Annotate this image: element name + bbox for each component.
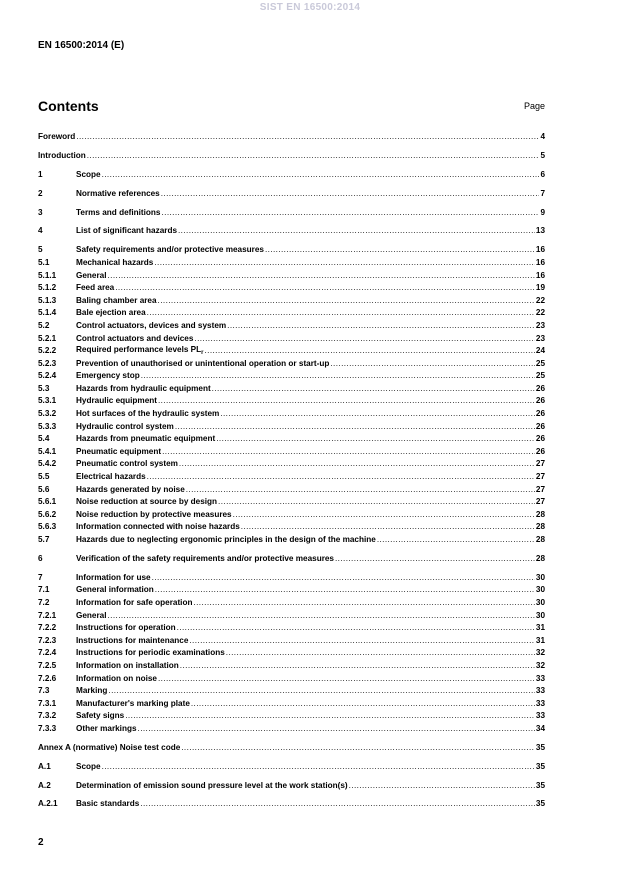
toc-entry[interactable]: [38, 188, 545, 201]
toc-entry-title: Noise reduction by protective measures: [76, 509, 232, 519]
dot-leader: [218, 496, 535, 509]
toc-entry-title: Baling chamber area: [76, 295, 157, 305]
toc-entry-title: Mechanical hazards: [76, 257, 154, 267]
toc-entry-page: 31: [535, 623, 545, 633]
toc-entry-page: 27: [535, 484, 545, 494]
toc-entry-page: 4: [540, 132, 545, 141]
toc-entry-number: 1: [38, 169, 43, 179]
dot-leader: [193, 597, 534, 610]
toc-entry-number: 5.3: [38, 383, 50, 393]
dot-leader: [216, 433, 535, 446]
toc-entry-number: 5.1.4: [38, 308, 57, 318]
toc-entry-page: 35: [535, 761, 545, 771]
toc-entry[interactable]: [38, 610, 545, 623]
toc-entry-number: 5.1: [38, 257, 50, 267]
page-column-label: Page: [523, 101, 545, 111]
toc-entry-page: 32: [535, 648, 545, 658]
toc-entry-page: 34: [535, 723, 545, 733]
toc-entry-title: Prevention of unauthorised or unintentional operation or start-up: [76, 358, 330, 368]
toc-entry-title: Hydraulic equipment: [76, 396, 157, 406]
dot-leader: [141, 370, 535, 383]
toc-entry[interactable]: [38, 534, 545, 547]
toc-entry-number: 2: [38, 188, 43, 198]
dot-leader: [349, 780, 535, 793]
toc-entry-title: Instructions for periodic examinations: [76, 648, 225, 658]
toc-entry-page: 16: [535, 257, 545, 267]
toc-entry[interactable]: [38, 635, 545, 648]
toc-entry[interactable]: [38, 660, 545, 673]
toc-entry-number: A.1: [38, 761, 51, 771]
toc-entry-number: 5.4.2: [38, 459, 57, 469]
toc-entry-page: 22: [535, 308, 545, 318]
toc-entry[interactable]: [38, 509, 545, 522]
toc-entry-number: 5.3.1: [38, 396, 57, 406]
dot-leader: [138, 723, 535, 736]
dot-leader: [155, 584, 535, 597]
toc-entry[interactable]: [38, 647, 545, 660]
toc-entry-title: Normative references: [76, 188, 160, 198]
dot-leader: [180, 660, 535, 673]
toc-entry-number: 5.4.1: [38, 446, 57, 456]
toc-entry-number: 5.6.3: [38, 522, 57, 532]
toc-entry[interactable]: [38, 370, 545, 383]
dot-leader: [125, 710, 535, 723]
toc-entry-number: 5.6: [38, 484, 50, 494]
toc-entry-page: 31: [535, 635, 545, 645]
toc-entry[interactable]: [38, 295, 545, 308]
toc-entry[interactable]: [38, 553, 545, 566]
toc-entry-title: Verification of the safety requirements and/or protective measures: [76, 553, 334, 563]
toc-entry[interactable]: [38, 282, 545, 295]
toc-entry-title: General: [76, 610, 107, 620]
toc-entry-page: 23: [535, 333, 545, 343]
toc-entry-number: 5.2.3: [38, 358, 57, 368]
toc-entry-title: Electrical hazards: [76, 472, 146, 482]
toc-entry[interactable]: [38, 685, 545, 698]
dot-leader: [154, 257, 535, 270]
toc-entry[interactable]: [38, 710, 545, 723]
dot-leader: [265, 244, 535, 257]
toc-entry-page: 26: [535, 434, 545, 444]
toc-entry[interactable]: [38, 257, 545, 270]
dot-leader: [161, 188, 540, 201]
toc-entry[interactable]: [38, 408, 545, 421]
toc-entry-page: 26: [535, 446, 545, 456]
toc-entry-title: Information for safe operation: [76, 597, 193, 607]
toc-entry[interactable]: [38, 458, 545, 471]
contents-title: Contents: [38, 98, 99, 114]
toc-entry-number: 7.3.2: [38, 711, 57, 721]
toc-entry-page: 25: [535, 358, 545, 368]
toc-entry-page: 16: [535, 270, 545, 280]
toc-entry[interactable]: [38, 673, 545, 686]
dot-leader: [87, 150, 540, 163]
toc-entry-number: 5.1.1: [38, 270, 57, 280]
table-of-contents: [38, 131, 545, 811]
dot-leader: [233, 509, 535, 522]
toc-entry-page: 22: [535, 295, 545, 305]
toc-entry-title: Pneumatic control system: [76, 459, 178, 469]
toc-entry-page: 30: [535, 610, 545, 620]
toc-entry-title: Hazards from hydraulic equipment: [76, 383, 211, 393]
toc-entry-number: 5.2.4: [38, 371, 57, 381]
toc-entry-page: 35: [535, 799, 545, 809]
toc-entry-page: 35: [535, 742, 545, 752]
toc-entry-page: 28: [535, 509, 545, 519]
toc-entry[interactable]: [38, 433, 545, 446]
toc-entry-number: 7.3: [38, 686, 50, 696]
toc-entry-title: Noise reduction at source by design: [76, 497, 218, 507]
toc-entry-title: Required performance levels $PL_r$: [76, 345, 204, 357]
toc-entry-number: 7.3.3: [38, 723, 57, 733]
toc-entry[interactable]: [38, 761, 545, 774]
dot-leader: [189, 635, 535, 648]
page-number: 2: [38, 837, 44, 848]
toc-entry-number: A.2: [38, 780, 51, 790]
toc-entry-number: 5.3.2: [38, 409, 57, 419]
toc-entry-title: Safety signs: [76, 711, 125, 721]
toc-entry-number: 5.2.1: [38, 333, 57, 343]
toc-entry-title: Information on noise: [76, 673, 157, 683]
toc-entry-title: Bale ejection area: [76, 308, 146, 318]
toc-entry[interactable]: [38, 780, 545, 793]
toc-entry-number: A.2.1: [38, 799, 58, 809]
toc-entry-number: 7: [38, 572, 43, 582]
toc-entry[interactable]: [38, 225, 545, 238]
toc-entry-number: 7.3.1: [38, 698, 57, 708]
toc-entry-page: 26: [535, 383, 545, 393]
toc-entry[interactable]: [38, 496, 545, 509]
dot-leader: [152, 572, 535, 585]
toc-entry-title: Scope: [76, 761, 101, 771]
toc-entry-page: 6: [540, 169, 545, 179]
toc-entry-title: Introduction: [38, 150, 86, 160]
toc-entry-title: Basic standards: [76, 799, 140, 809]
toc-entry-page: 28: [535, 535, 545, 544]
dot-leader: [226, 647, 535, 660]
dot-leader: [108, 270, 535, 283]
toc-entry-number: 5.1.3: [38, 295, 57, 305]
toc-entry-page: 7: [540, 188, 545, 198]
toc-entry-number: 5.5: [38, 472, 50, 482]
toc-entry[interactable]: [38, 798, 545, 811]
toc-entry-title: Safety requirements and/or protective measures: [76, 245, 264, 255]
toc-entry[interactable]: [38, 471, 545, 484]
toc-entry-title: Other markings: [76, 723, 137, 733]
toc-entry-page: 27: [535, 497, 545, 507]
dot-leader: [76, 131, 539, 144]
dot-leader: [212, 383, 535, 396]
dot-leader: [186, 484, 535, 497]
toc-entry-page: 26: [535, 396, 545, 406]
toc-entry-title: Emergency stop: [76, 371, 140, 381]
toc-entry-page: 5: [540, 150, 545, 160]
dot-leader: [220, 408, 535, 421]
toc-entry-number: 5.1.2: [38, 283, 57, 293]
toc-entry-subscript: r: [201, 350, 204, 357]
toc-entry-number: 5.7: [38, 535, 50, 544]
toc-entry-page: 27: [535, 459, 545, 469]
toc-entry-page: 26: [535, 409, 545, 419]
dot-leader: [102, 169, 540, 182]
toc-entry-title: Instructions for maintenance: [76, 635, 189, 645]
toc-entry[interactable]: [38, 169, 545, 182]
toc-entry-page: 28: [535, 553, 545, 563]
toc-entry-number: 5.6.2: [38, 509, 57, 519]
dot-leader: [227, 320, 535, 333]
toc-entry-page: 24: [535, 346, 545, 356]
toc-entry-title: List of significant hazards: [76, 226, 177, 236]
toc-entry-title: Information on installation: [76, 660, 179, 670]
document-id: EN 16500:2014 (E): [38, 40, 125, 51]
toc-entry-number: 5.4: [38, 434, 50, 444]
toc-entry-number: 5.6.1: [38, 497, 57, 507]
toc-entry-number: 5.2: [38, 320, 50, 330]
toc-entry[interactable]: [38, 597, 545, 610]
toc-entry-number: 5.2.2: [38, 346, 57, 356]
toc-entry-page: 33: [535, 673, 545, 683]
toc-entry-title: Determination of emission sound pressure level at the work station(s): [76, 780, 348, 790]
toc-entry[interactable]: [38, 270, 545, 283]
toc-entry-number: 7.2.4: [38, 648, 57, 658]
dot-leader: [179, 458, 535, 471]
toc-entry[interactable]: [38, 698, 545, 711]
toc-entry-page: 25: [535, 371, 545, 381]
toc-entry-title: Terms and definitions: [76, 207, 161, 217]
toc-entry-title: Hot surfaces of the hydraulic system: [76, 409, 220, 419]
dot-leader: [108, 685, 534, 698]
toc-entry-number: 7.1: [38, 585, 50, 595]
dot-leader: [162, 446, 535, 459]
toc-entry-page: 30: [535, 572, 545, 582]
toc-entry-title: Information for use: [76, 572, 151, 582]
toc-entry-number: 7.2.3: [38, 635, 57, 645]
dot-leader: [191, 698, 535, 711]
dot-leader: [330, 358, 535, 371]
toc-entry[interactable]: [38, 307, 545, 320]
dot-leader: [177, 622, 535, 635]
toc-entry[interactable]: [38, 521, 545, 534]
toc-entry-title: Instructions for operation: [76, 623, 176, 633]
toc-entry-number: 7.2.1: [38, 610, 57, 620]
toc-entry[interactable]: [38, 742, 545, 755]
toc-entry[interactable]: [38, 622, 545, 635]
toc-entry-page: 33: [535, 698, 545, 708]
toc-entry[interactable]: [38, 723, 545, 736]
dot-leader: [102, 761, 535, 774]
toc-entry[interactable]: [38, 395, 545, 408]
toc-entry-title: Hydraulic control system: [76, 421, 174, 431]
toc-entry-page: 30: [535, 597, 545, 607]
dot-leader: [158, 295, 535, 308]
dot-leader: [161, 207, 539, 220]
toc-entry-number: 7.2.6: [38, 673, 57, 683]
toc-entry-number: 5: [38, 245, 43, 255]
toc-entry[interactable]: [38, 320, 545, 333]
toc-entry-page: 26: [535, 421, 545, 431]
dot-leader: [377, 534, 535, 547]
dot-leader: [175, 421, 535, 434]
toc-entry-title: Control actuators, devices and system: [76, 320, 227, 330]
toc-entry-page: 23: [535, 320, 545, 330]
dot-leader: [181, 742, 535, 755]
dot-leader: [147, 471, 535, 484]
dot-leader: [178, 225, 535, 238]
toc-entry-number: 4: [38, 226, 43, 236]
toc-entry-title: Control actuators and devices: [76, 333, 194, 343]
toc-entry-title: General information: [76, 585, 154, 595]
toc-entry[interactable]: [38, 421, 545, 434]
toc-entry-page: 28: [535, 522, 545, 532]
toc-entry-title: Feed area: [76, 283, 115, 293]
toc-entry-title: Hazards due to neglecting ergonomic principles in the design of the machine: [76, 535, 376, 544]
toc-entry-number: 7.2.2: [38, 623, 57, 633]
toc-entry-page: 33: [535, 711, 545, 721]
toc-entry-number: 7.2: [38, 597, 50, 607]
toc-entry[interactable]: [38, 358, 545, 371]
toc-entry-title: Scope: [76, 169, 101, 179]
toc-entry[interactable]: [38, 345, 545, 358]
toc-entry-page: 16: [535, 245, 545, 255]
dot-leader: [194, 333, 535, 346]
toc-entry[interactable]: [38, 446, 545, 459]
toc-entry-page: 32: [535, 660, 545, 670]
dot-leader: [147, 307, 535, 320]
toc-entry-number: 5.3.3: [38, 421, 57, 431]
toc-entry-number: 7.2.5: [38, 660, 57, 670]
toc-entry-number: 6: [38, 553, 43, 563]
toc-entry-title: Manufacturer's marking plate: [76, 698, 190, 708]
toc-entry-number: 3: [38, 207, 43, 217]
dot-leader: [140, 798, 535, 811]
dot-leader: [158, 673, 535, 686]
dot-leader: [115, 282, 535, 295]
toc-entry-title: Annex A (normative) Noise test code: [38, 742, 181, 752]
dot-leader: [158, 395, 535, 408]
toc-entry[interactable]: [38, 383, 545, 396]
toc-entry-title: General: [76, 270, 107, 280]
toc-entry[interactable]: [38, 484, 545, 497]
toc-entry-title: Hazards generated by noise: [76, 484, 185, 494]
toc-entry-title: Hazards from pneumatic equipment: [76, 434, 216, 444]
toc-entry-title: Pneumatic equipment: [76, 446, 162, 456]
toc-entry-page: 9: [540, 207, 545, 217]
dot-leader: [335, 553, 535, 566]
dot-leader: [204, 345, 534, 358]
toc-entry-page: 27: [535, 472, 545, 482]
dot-leader: [108, 610, 535, 623]
toc-entry-page: 33: [535, 686, 545, 696]
toc-entry[interactable]: [38, 244, 545, 257]
toc-entry[interactable]: [38, 131, 545, 144]
toc-entry-page: 30: [535, 585, 545, 595]
dot-leader: [241, 521, 535, 534]
toc-entry-title: Foreword: [38, 132, 76, 141]
toc-entry-title: Marking: [76, 686, 108, 696]
toc-entry-page: 13: [535, 226, 545, 236]
toc-entry-page: 35: [535, 780, 545, 790]
toc-entry-page: 19: [535, 283, 545, 293]
watermark: SIST EN 16500:2014: [259, 2, 361, 13]
toc-entry-title: Information connected with noise hazards: [76, 522, 240, 532]
toc-entry[interactable]: [38, 150, 545, 163]
toc-entry[interactable]: [38, 207, 545, 220]
toc-entry[interactable]: [38, 584, 545, 597]
toc-entry[interactable]: [38, 572, 545, 585]
